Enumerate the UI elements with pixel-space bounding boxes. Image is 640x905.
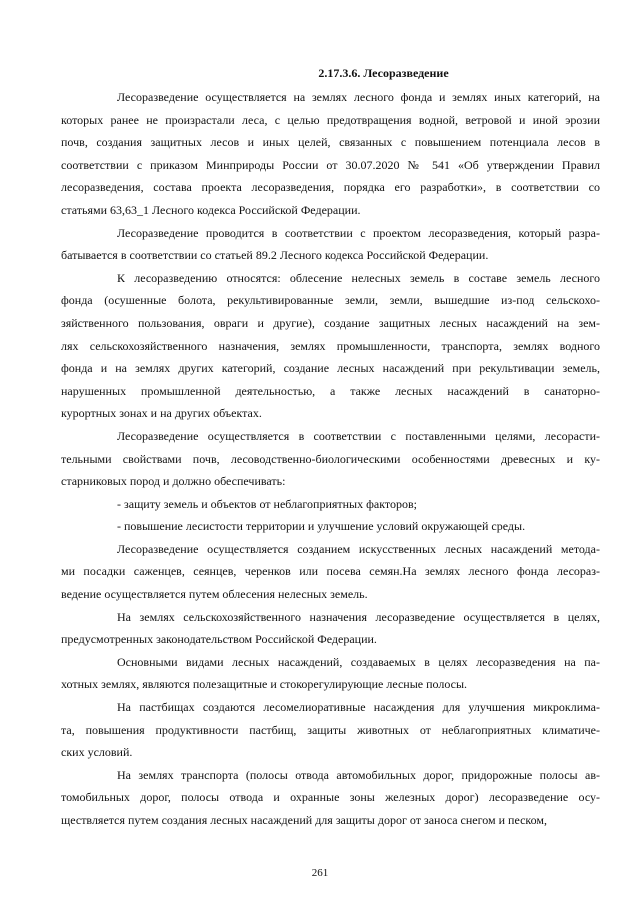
paragraph-line: старниковых пород и должно обеспечивать: <box>61 474 286 489</box>
paragraph-line: предусмотренных законодательством Российской Федерации. <box>61 632 377 647</box>
paragraph-line: Лесоразведение осуществляется созданием искусственных лесных насаждений метода- <box>117 541 600 556</box>
paragraph-line: лесоразведения, состава проекта лесоразведения, порядка его разработки», в соответствии со <box>61 180 600 195</box>
paragraph-line: Основными видами лесных насаждений, создаваемых в целях лесоразведения на па- <box>117 654 600 669</box>
paragraph-line: курортных зонах и на других объектах. <box>61 406 262 421</box>
page-number: 261 <box>311 867 329 879</box>
paragraph-line: нарушенных промышленной деятельностью, а также лесных насаждений в санаторно- <box>61 383 600 398</box>
paragraph <box>61 764 600 832</box>
paragraph <box>61 606 600 651</box>
paragraph-line: К лесоразведению относятся: облесение нелесных земель в составе земель лесного <box>117 270 600 285</box>
paragraph-line: ществляется путем создания лесных насаждений для защиты дорог от заноса снегом и песком, <box>61 813 547 827</box>
paragraph-line: На пастбищах создаются лесомелиоративные насаждения для улучшения микроклима- <box>117 700 600 715</box>
paragraph <box>61 696 600 764</box>
paragraph-line: Лесоразведение осуществляется в соответствии с поставленными целями, лесорасти- <box>117 428 600 443</box>
paragraph-line: которых ранее не произрастали леса, с целью предотвращения водной, ветровой и иной эрозии <box>61 112 600 127</box>
paragraph-line: почв, создания защитных лесов и иных целей, связанных с повышением потенциала лесов в <box>61 135 600 150</box>
paragraph <box>61 538 600 606</box>
paragraph-line: фонда (осушенные болота, рекультивированные земли, земли, вышедшие из-под сельскохо- <box>61 293 600 308</box>
paragraph-line: та, повышения продуктивности пастбищ, защиты животных от неблагоприятных климатиче- <box>61 722 600 737</box>
paragraph-line: зяйственного пользования, овраги и другие), создание защитных лесных насаждений на зем- <box>61 315 600 330</box>
paragraph-line: батывается в соответствии со статьей 89.2 Лесного кодекса Российской Федерации. <box>61 248 489 263</box>
paragraph <box>61 222 600 267</box>
list-item: - защиту земель и объектов от неблагоприятных факторов; <box>117 496 417 511</box>
paragraph <box>61 267 600 425</box>
paragraph-line: лях сельскохозяйственного назначения, землях промышленности, транспорта, землях водного <box>61 338 600 353</box>
paragraph-line: хотных землях, являются полезащитные и стокорегулирующие лесные полосы. <box>61 677 468 692</box>
paragraph-line: Лесоразведение осуществляется на землях лесного фонда и землях иных категорий, на <box>117 90 600 104</box>
paragraph <box>61 425 600 493</box>
document-page <box>61 62 600 832</box>
paragraph-line: тельными свойствами почв, лесоводственно-биологическими особенностями древесных и ку- <box>61 451 600 466</box>
paragraph <box>61 86 600 222</box>
list-item: - повышение лесистости территории и улучшение условий окружающей среды. <box>117 519 526 534</box>
paragraph-line: ских условий. <box>61 745 133 760</box>
paragraph-line: статьями 63,63_1 Лесного кодекса Российской Федерации. <box>61 202 361 217</box>
paragraph-line: томобильных дорог, полосы отвода и охранные зоны железных дорог) лесоразведение осу- <box>61 790 600 805</box>
paragraph-line: Лесоразведение проводится в соответствии с проектом лесоразведения, который разра- <box>117 225 600 240</box>
paragraph-line: ведение осуществляется путем облесения нелесных земель. <box>61 587 368 602</box>
paragraph <box>61 651 600 696</box>
document-body <box>61 86 600 832</box>
paragraph-line: соответствии с приказом Минприроды России от 30.07.2020 № 541 «Об утверждении Правил <box>61 157 600 172</box>
paragraph-line: ми посадки саженцев, сеянцев, черенков или посева семян.На землях лесного фонда лесораз- <box>61 564 600 579</box>
section-heading: 2.17.3.6. Лесоразведение <box>318 66 449 80</box>
paragraph-line: На землях транспорта (полосы отвода автомобильных дорог, придорожные полосы ав- <box>117 767 600 782</box>
paragraph-line: фонда и на землях других категорий, создание лесных насаждений при рекультивации земель, <box>61 361 600 376</box>
paragraph-line: На землях сельскохозяйственного назначения лесоразведение осуществляется в целях, <box>117 609 600 624</box>
